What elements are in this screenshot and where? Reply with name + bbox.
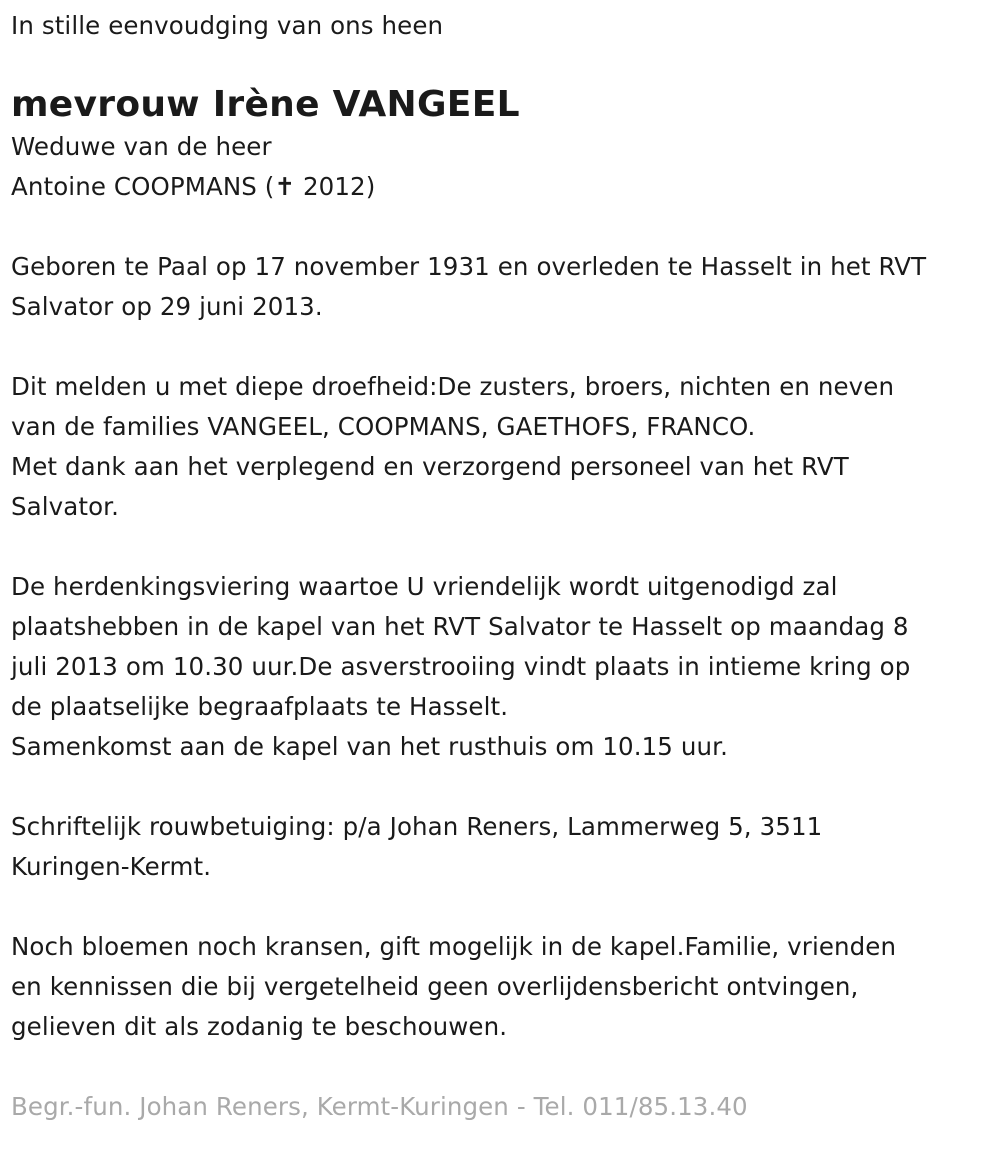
announcement-line: van de families VANGEEL, COOPMANS, GAETHOFS, FRANCO.	[11, 412, 756, 441]
ceremony-line: plaatshebben in de kapel van het RVT Salvator te Hasselt op maandag 8	[11, 612, 909, 641]
thanks-line: Met dank aan het verplegend en verzorgend personeel van het RVT	[11, 452, 849, 481]
footer	[11, 1087, 986, 1127]
condolence-line: Schriftelijk rouwbetuiging: p/a Johan Reners, Lammerweg 5, 3511	[11, 812, 823, 841]
obituary-notice	[11, 6, 986, 1127]
ceremony-line: De herdenkingsviering waartoe U vriendelijk wordt uitgenodigd zal	[11, 572, 838, 601]
spouse-relation: Weduwe van de heer	[11, 132, 272, 161]
birth-death-line: Salvator op 29 juni 2013.	[11, 292, 323, 321]
flowers-line: gelieven dit als zodanig te beschouwen.	[11, 1012, 508, 1041]
ceremony-line: de plaatselijke begraafplaats te Hasselt.	[11, 692, 509, 721]
birth-death-paragraph	[11, 247, 986, 327]
announcement-paragraph	[11, 367, 986, 527]
flowers-line: Noch bloemen noch kransen, gift mogelijk in de kapel.Familie, vrienden	[11, 932, 897, 961]
spouse-name: Antoine COOPMANS (✝ 2012)	[11, 172, 376, 201]
condolence-line: Kuringen-Kermt.	[11, 852, 212, 881]
thanks-line: Salvator.	[11, 492, 119, 521]
spouse-info	[11, 127, 986, 207]
intro-text: In stille eenvoudging van ons heen	[11, 11, 444, 40]
gathering-line: Samenkomst aan de kapel van het rusthuis om 10.15 uur.	[11, 732, 728, 761]
funeral-home-info: Begr.-fun. Johan Reners, Kermt-Kuringen - Tel. 011/85.13.40	[11, 1092, 748, 1121]
condolence-paragraph	[11, 807, 986, 887]
deceased-name: mevrouw Irène VANGEEL	[11, 84, 520, 125]
ceremony-paragraph	[11, 567, 986, 767]
flowers-line: en kennissen die bij vergetelheid geen overlijdensbericht ontvingen,	[11, 972, 859, 1001]
flowers-paragraph	[11, 927, 986, 1047]
announcement-line: Dit melden u met diepe droefheid:De zusters, broers, nichten en neven	[11, 372, 895, 401]
birth-death-line: Geboren te Paal op 17 november 1931 en overleden te Hasselt in het RVT	[11, 252, 927, 281]
ceremony-line: juli 2013 om 10.30 uur.De asverstrooiing vindt plaats in intieme kring op	[11, 652, 911, 681]
